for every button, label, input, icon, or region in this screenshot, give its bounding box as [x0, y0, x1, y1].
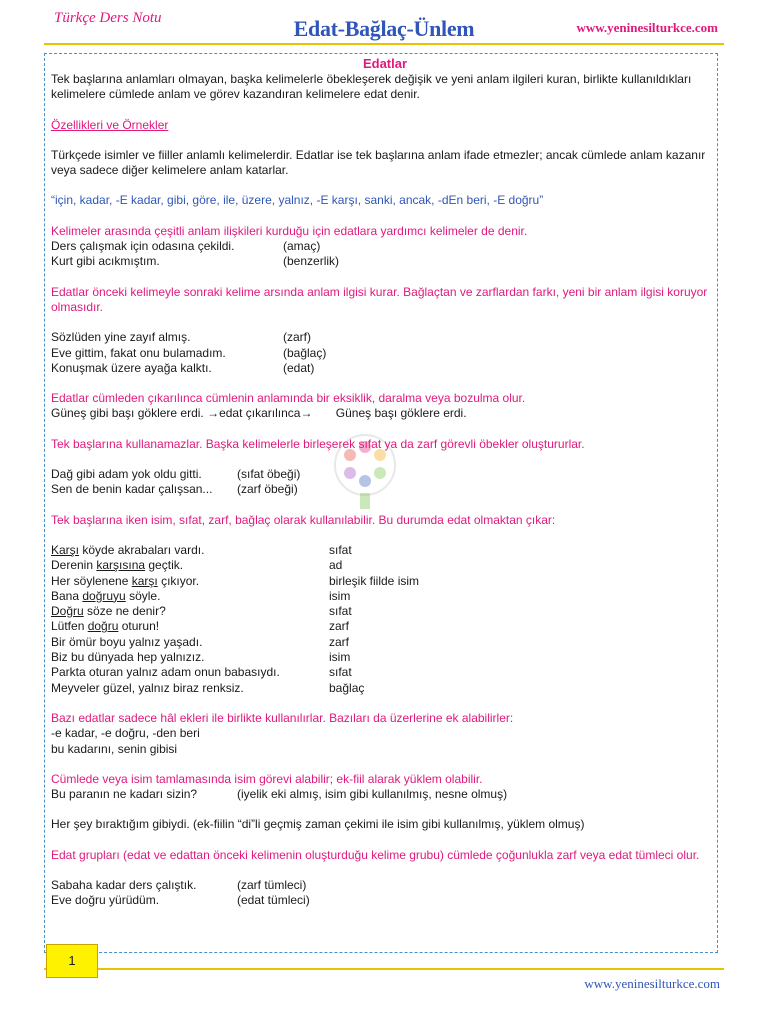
usage-type: ad	[329, 558, 343, 573]
example-suffix-1: -e kadar, -e doğru, -den beri	[51, 726, 200, 741]
example-suffix-2: bu kadarını, senin gibisi	[51, 741, 178, 756]
footer-divider	[44, 968, 724, 970]
rule-3: Edatlar cümleden çıkarılınca cümlenin anlamında bir eksiklik, daralma veya bozulma olur.	[51, 391, 526, 406]
usage-row	[51, 604, 719, 619]
usage-type: isim	[329, 588, 351, 603]
usage-type: sıfat	[329, 665, 352, 680]
edat-list: “için, kadar, -E kadar, gibi, göre, ile, üzere, yalnız, -E karşı, sanki, ancak, -dEn beri, -E doğru”	[51, 193, 544, 208]
example-tag: (sıfat öbeği)	[237, 467, 301, 482]
example-tag: (amaç)	[283, 239, 321, 254]
example-tag: (bağlaç)	[283, 345, 327, 360]
usage-type: birleşik fiilde isim	[329, 573, 420, 588]
rule-1: Kelimeler arasında çeşitli anlam ilişkileri kurduğu için edatlara yardımcı kelimeler de denir.	[51, 223, 528, 238]
example-sentence: Dağ gibi adam yok oldu gitti.	[51, 467, 202, 482]
usage-row	[51, 558, 719, 573]
usage-sentence: Biz bu dünyada hep yalnızız.	[51, 650, 205, 665]
usage-row	[51, 619, 719, 634]
example-row	[51, 878, 719, 893]
example-tag: (edat)	[283, 360, 315, 375]
example-sentence: Eve doğru yürüdüm.	[51, 893, 160, 908]
example-sentence: Ders çalışmak için odasına çekildi.	[51, 239, 235, 254]
usage-type: zarf	[329, 619, 350, 634]
example-tag: (zarf)	[283, 330, 311, 345]
usage-row	[51, 681, 719, 696]
example-row	[51, 254, 719, 269]
rule-7: Cümlede veya isim tamlamasında isim görevi alabilir; ek-fiil alarak yüklem olabilir.	[51, 771, 483, 786]
usage-sentence: Bana doğruyu söyle.	[51, 588, 161, 603]
usage-sentence: Derenin karşısına geçtik.	[51, 558, 184, 573]
usage-sentence: Lütfen doğru oturun!	[51, 619, 160, 634]
usage-type: sıfat	[329, 542, 352, 557]
paragraph-1: Türkçede isimler ve fiiller anlamlı kelimelerdir. Edatlar ise tek başlarına anlam ifade etmezler; ancak cümlede anlam kazanır veya sadece diğer kelimelere anlam katarlar.	[51, 147, 706, 178]
header-url[interactable]: www.yeninesilturkce.com	[576, 20, 718, 35]
subject-label: Türkçe Ders Notu	[54, 10, 162, 26]
usage-row	[51, 635, 719, 650]
example-tag: (zarf tümleci)	[237, 877, 307, 892]
example-sentence: Sen de benin kadar çalışsan...	[51, 482, 213, 497]
usage-sentence: Karşı köyde akrabaları vardı.	[51, 542, 205, 557]
usage-sentence: Bir ömür boyu yalnız yaşadı.	[51, 634, 203, 649]
example-row	[51, 787, 719, 802]
usage-row	[51, 665, 719, 680]
rule-4: Tek başlarına kullanamazlar. Başka kelimelerle birleşerek sıfat ya da zarf görevli öbekler oluştururlar.	[51, 436, 585, 451]
page-number: 1	[46, 944, 98, 978]
footer-url[interactable]: www.yeninesilturkce.com	[584, 976, 720, 991]
example-row	[51, 330, 719, 345]
example-sentence: Sözlüden yine zayıf almış.	[51, 330, 191, 345]
example-tag: (zarf öbeği)	[237, 482, 298, 497]
example-tag: (iyelik eki almış, isim gibi kullanılmış, nesne olmuş)	[237, 787, 508, 802]
usage-type: sıfat	[329, 604, 352, 619]
rule-8: Edat grupları (edat ve edattan önceki kelimenin oluşturduğu kelime grubu) cümlede çoğunlukla zarf veya edat tümleci olur.	[51, 847, 700, 862]
rule-6: Bazı edatlar sadece hâl ekleri ile birlikte kullanılırlar. Bazıları da üzerlerine ek alabilirler:	[51, 710, 514, 725]
example-sentence: Kurt gibi acıkmıştım.	[51, 254, 160, 269]
header-divider	[44, 43, 724, 45]
example-sentence: Bu paranın ne kadarı sizin?	[51, 787, 198, 802]
example-row	[51, 482, 719, 497]
rule-2: Edatlar önceki kelimeyle sonraki kelime arsında anlam ilgisi kurar. Bağlaçtan ve zarflardan farkı, yeni bir anlam ilgisi koruyor olmasıdır.	[51, 284, 708, 314]
rule-5: Tek başlarına iken isim, sıfat, zarf, bağlaç olarak kullanılabilir. Bu durumda edat olmaktan çıkar:	[51, 512, 556, 527]
document-body	[51, 53, 719, 909]
usage-row	[51, 574, 719, 589]
example-sentence: Eve gittim, fakat onu bulamadım.	[51, 345, 226, 360]
section-heading-edatlar: Edatlar	[362, 56, 408, 71]
usage-row	[51, 589, 719, 604]
usage-type: zarf	[329, 634, 350, 649]
usage-sentence: Parkta oturan yalnız adam onun babasıydı.	[51, 665, 280, 680]
page-title: Edat-Bağlaç-Ünlem	[293, 16, 475, 41]
example-arrow: Güneş gibi başı göklere erdi. →edat çıkarılınca→ Güneş başı göklere erdi.	[51, 406, 467, 421]
usage-type: bağlaç	[329, 680, 365, 695]
example-row	[51, 361, 719, 376]
usage-row	[51, 543, 719, 558]
example-row	[51, 346, 719, 361]
example-row	[51, 239, 719, 254]
usage-row	[51, 650, 719, 665]
example-sentence: Sabaha kadar ders çalıştık.	[51, 877, 197, 892]
example-row	[51, 893, 719, 908]
intro-paragraph: Tek başlarına anlamları olmayan, başka kelimelerle öbekleşerek değişik ve yeni anlam ilgileri kuran, birlikte kullanıldıkları kelimelere cümlede anlam ve görev kazandıran kelimelere edat denir.	[51, 72, 692, 102]
usage-sentence: Her söylenene karşı çıkıyor.	[51, 573, 200, 588]
example-tag: (benzerlik)	[283, 254, 340, 269]
usage-sentence: Meyveler güzel, yalnız biraz renksiz.	[51, 680, 244, 695]
example-predicate: Her şey bıraktığım gibiydi. (ek-fiilin “di”li geçmiş zaman çekimi ile isim gibi kullanılmış, yüklem olmuş)	[51, 817, 585, 832]
usage-sentence: Doğru söze ne denir?	[51, 604, 166, 619]
example-row	[51, 467, 719, 482]
example-sentence: Konuşmak üzere ayağa kalktı.	[51, 360, 212, 375]
example-tag: (edat tümleci)	[237, 893, 310, 908]
usage-type: isim	[329, 650, 351, 665]
section-subtitle: Özellikleri ve Örnekler	[51, 117, 169, 132]
